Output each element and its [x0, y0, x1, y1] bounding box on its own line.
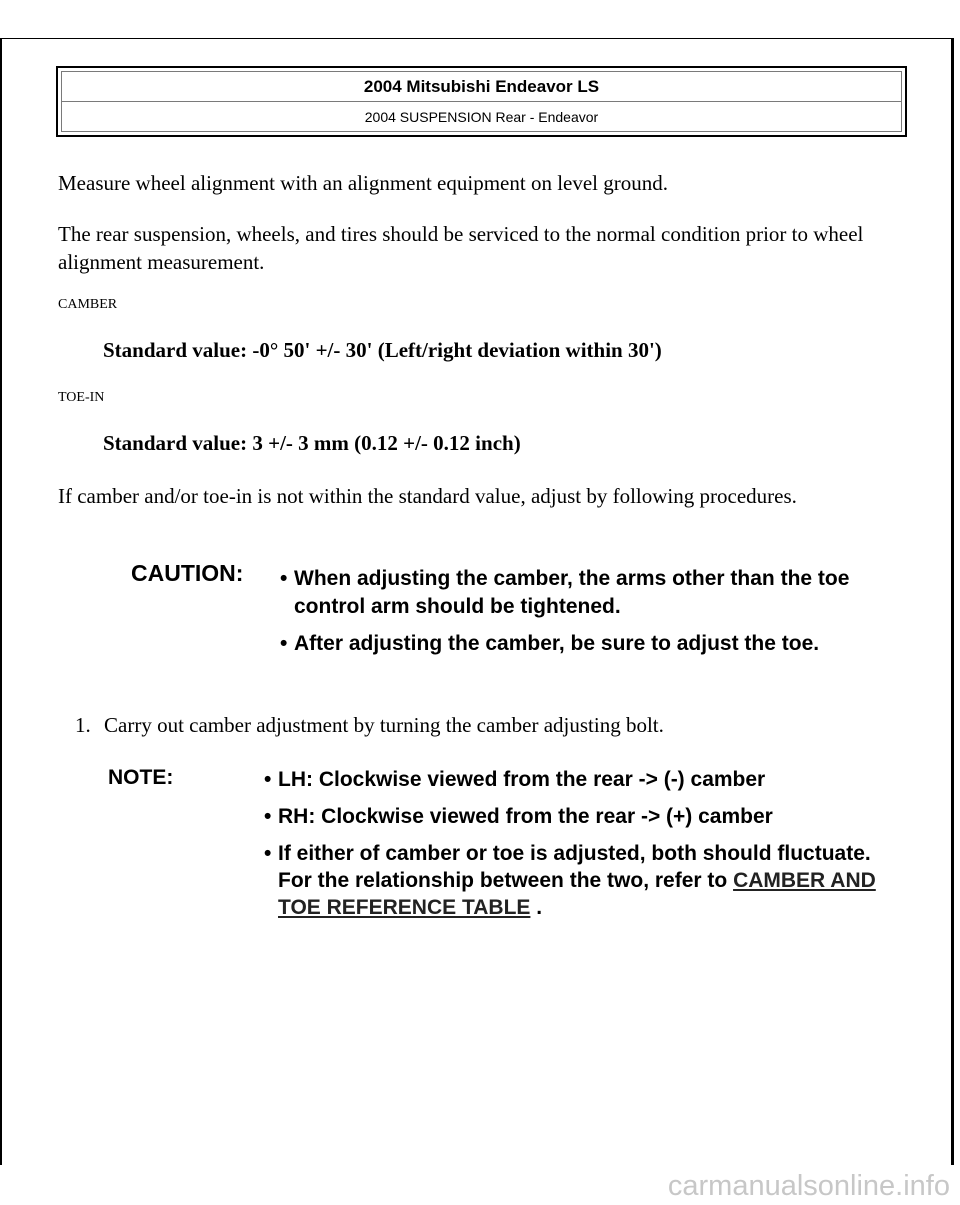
bullet-icon: • [280, 567, 288, 590]
caution-item [268, 565, 908, 621]
camber-standard-value: Standard value: -0° 50' +/- 30' (Left/right deviation within 30') [103, 338, 662, 362]
caution-item-text: After adjusting the camber, be sure to adjust the toe. [294, 632, 820, 655]
note-item-suffix: . [530, 896, 543, 919]
caution-item-text: When adjusting the camber, the arms other than the toe control arm should be tightened. [294, 567, 850, 618]
step-1 [75, 713, 664, 738]
note-list [252, 766, 902, 931]
watermark-text: carmanualsonline.info [667, 1170, 950, 1202]
caution-label: CAUTION: [131, 560, 244, 586]
page-border-left [0, 38, 2, 1165]
toe-in-heading: TOE-IN [58, 390, 105, 405]
step-text: Carry out camber adjustment by turning the camber adjusting bolt. [104, 713, 664, 737]
note-label: NOTE: [108, 766, 174, 789]
camber-toe-reference-table-link[interactable]: CAMBER AND TOE REFERENCE TABLE [278, 869, 876, 919]
note-item [252, 840, 902, 921]
note-item-text: If either of camber or toe is adjusted, both should fluctuate. For the relationship between the two, refer to [278, 842, 871, 892]
caution-item [268, 630, 908, 658]
document-header [56, 66, 907, 137]
document-header-inner [61, 71, 902, 132]
page-border-right [951, 38, 954, 1165]
camber-heading: CAMBER [58, 297, 118, 312]
note-item [252, 766, 902, 793]
toe-in-standard-value: Standard value: 3 +/- 3 mm (0.12 +/- 0.12 inch) [103, 431, 521, 455]
note-item-text: RH: Clockwise viewed from the rear -> (+) camber [278, 805, 773, 828]
intro-paragraph: Measure wheel alignment with an alignment equipment on level ground. [58, 171, 669, 195]
page-border-top [0, 38, 954, 39]
vehicle-title: 2004 Mitsubishi Endeavor LS [62, 72, 901, 102]
bullet-icon: • [264, 842, 272, 865]
caution-list [268, 565, 908, 667]
note-item [252, 803, 902, 830]
service-paragraph: The rear suspension, wheels, and tires should be serviced to the normal condition prior to wheel alignment measurement. [58, 222, 864, 274]
section-subtitle: 2004 SUSPENSION Rear - Endeavor [364, 108, 599, 125]
watermark [0, 1168, 960, 1205]
adjust-paragraph: If camber and/or toe-in is not within the standard value, adjust by following procedures. [58, 484, 797, 508]
bullet-icon: • [264, 805, 272, 828]
step-number: 1. [75, 713, 91, 737]
bullet-icon: • [264, 768, 272, 791]
note-item-text: LH: Clockwise viewed from the rear -> (-) camber [278, 768, 766, 791]
bullet-icon: • [280, 632, 288, 655]
